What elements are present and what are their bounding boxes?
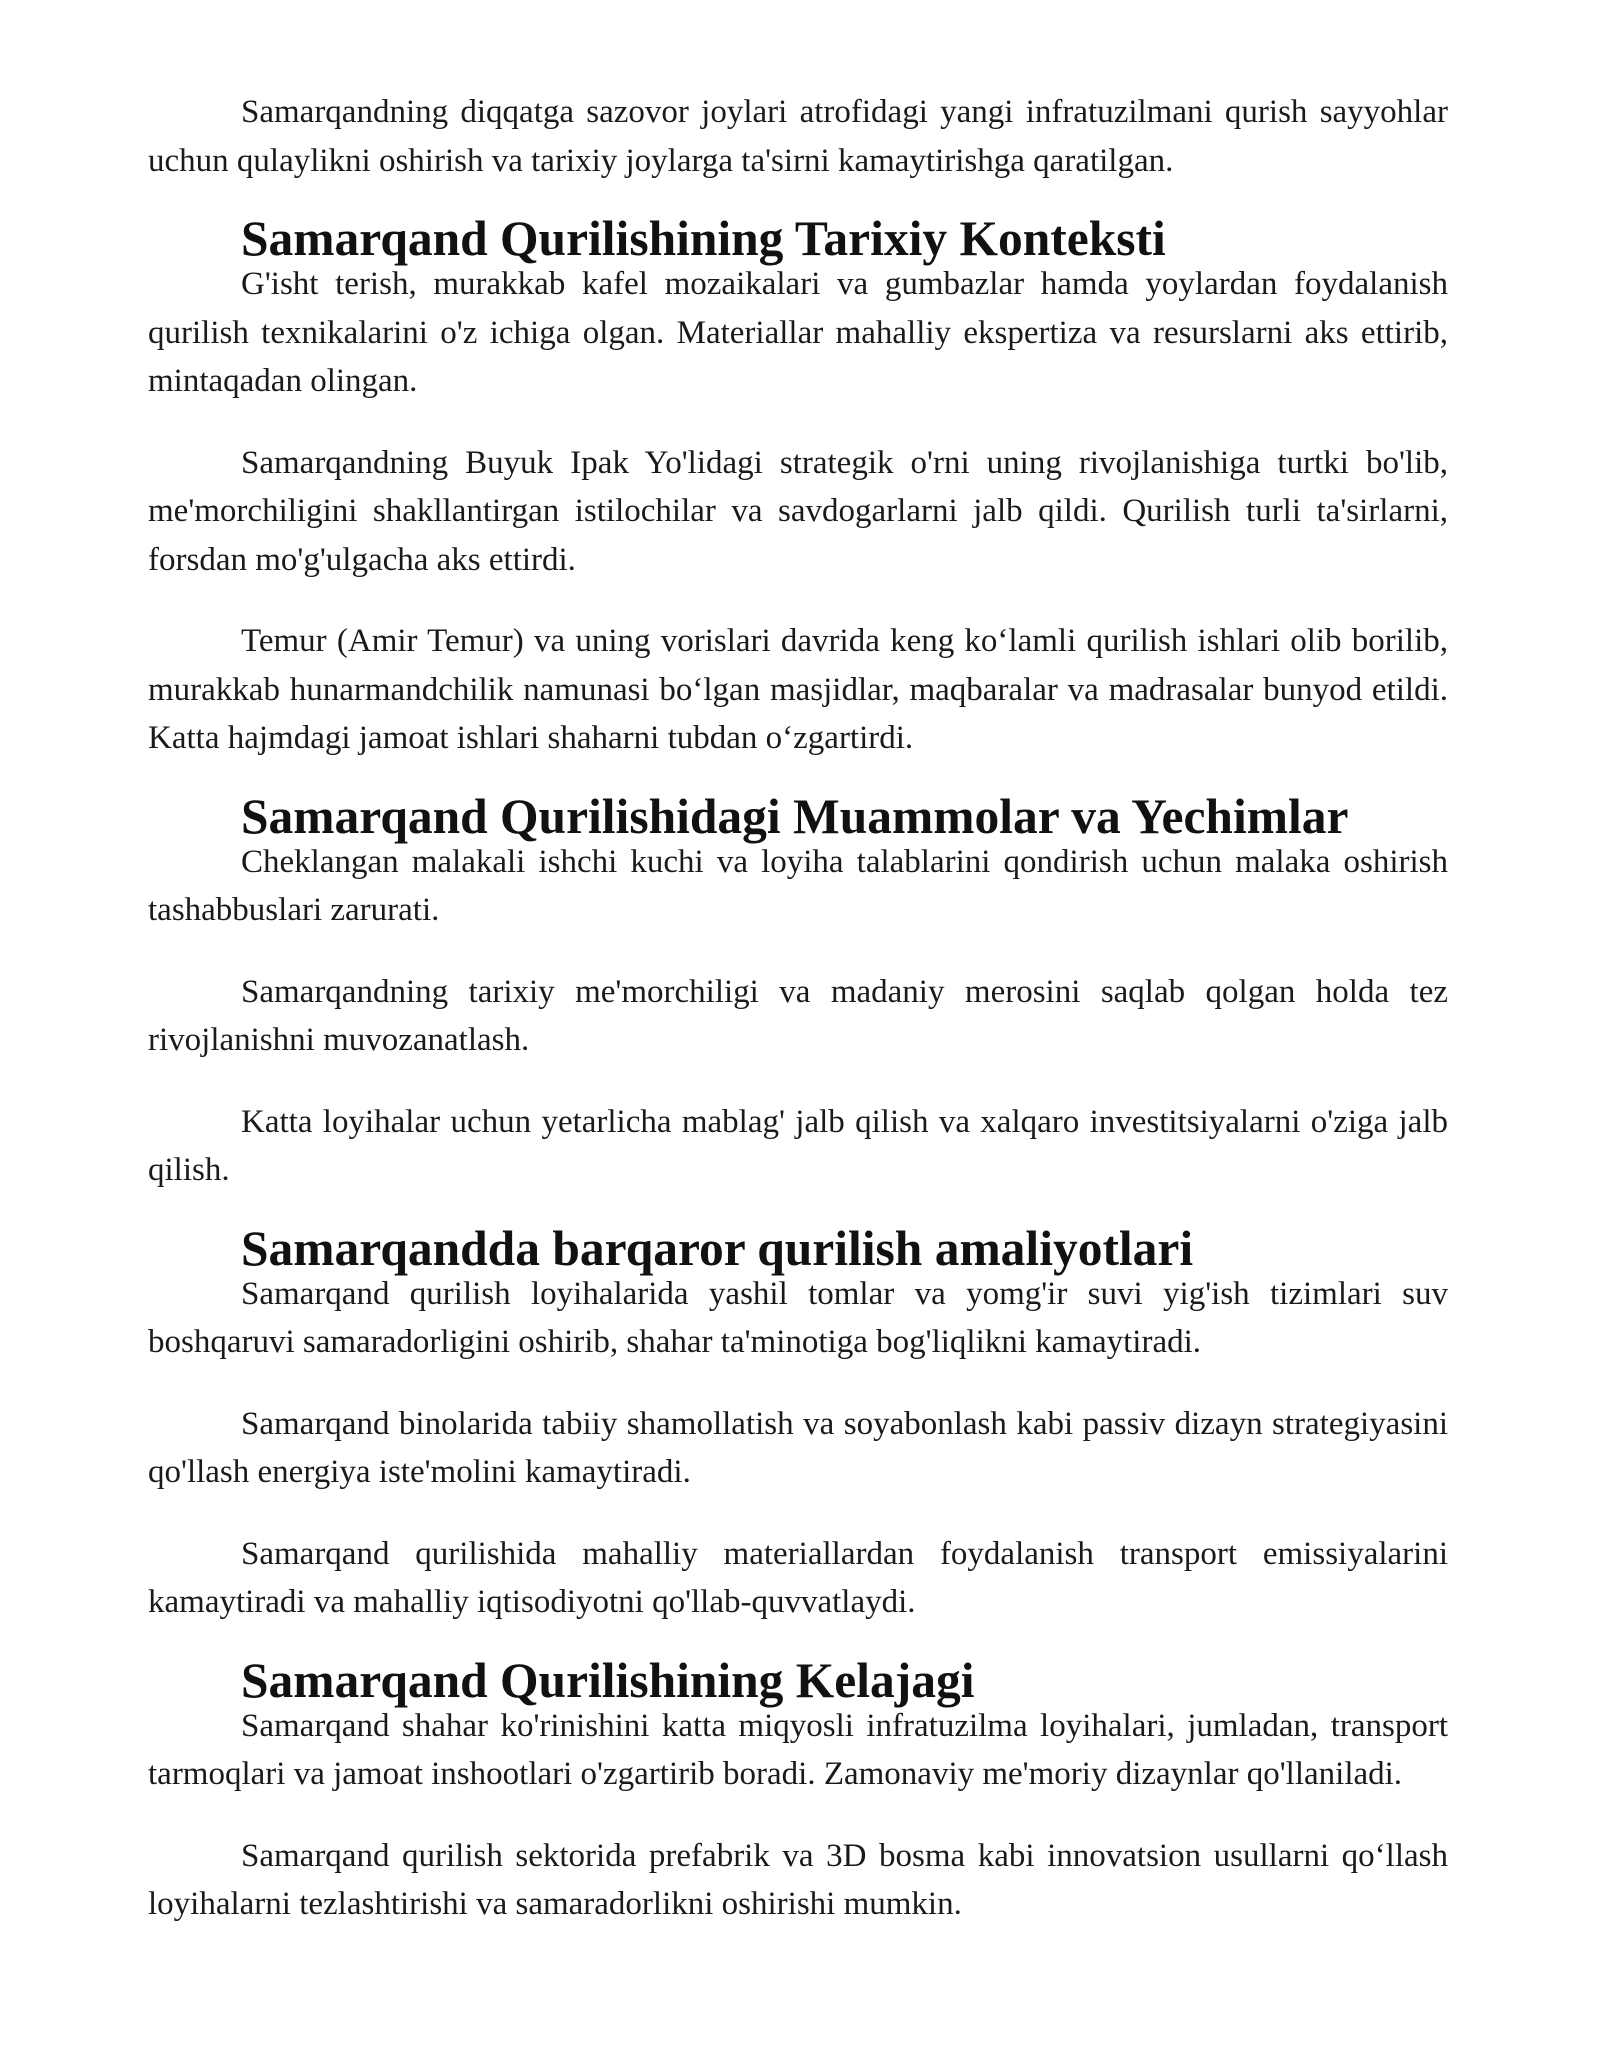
paragraph: G'isht terish, murakkab kafel mozaikalari va gumbazlar hamda yoylardan foydalanish qurilish texnikalarini o'z ichiga olgan. Materiallar mahalliy ekspertiza va resurslarni aks ettirib, mintaqadan olingan. [148,266,1448,399]
paragraph: Samarqand binolarida tabiiy shamollatish va soyabonlash kabi passiv dizayn strategiyasini qo'llash energiya iste'molini kamaytiradi. [148,1405,1448,1490]
paragraph: Samarqandning Buyuk Ipak Yo'lidagi strategik o'rni uning rivojlanishiga turtki bo'lib, me'morchiligini shakllantirgan istilochilar va savdogarlarni jalb qildi. Qurilish turli ta'sirlarni, forsdan mo'g'ulgacha aks ettirdi. [148,444,1448,578]
section-body [148,260,1448,763]
section-heading: Samarqand Qurilishidagi Muammolar va Yechimlar [241,788,1349,844]
paragraph: Cheklangan malakali ishchi kuchi va loyiha talablarini qondirish uchun malaka oshirish tashabbuslari zarurati. [148,843,1448,928]
section-future [148,1652,1448,1929]
section-heading: Samarqandda barqaror qurilish amaliyotlari [241,1220,1194,1276]
intro-paragraph: Samarqandning diqqatga sazovor joylari atrofidagi yangi infratuzilmani qurish sayyohlar uchun qulaylikni oshirish va tarixiy joylarga ta'sirni kamaytirishga qaratilgan. [148,94,1448,179]
section-sustainable-practices [148,1220,1448,1627]
paragraph: Samarqand shahar ko'rinishini katta miqyosli infratuzilma loyihalari, jumladan, transport tarmoqlari va jamoat inshootlari o'zgartirib boradi. Zamonaviy me'moriy dizaynlar qo'llaniladi. [148,1707,1448,1792]
section-heading: Samarqand Qurilishining Tarixiy Konteksti [241,211,1166,266]
paragraph: Katta loyihalar uchun yetarlicha mablag' jalb qilish va xalqaro investitsiyalarni o'ziga jalb qilish. [148,1103,1448,1188]
intro-section [148,88,1448,185]
section-body [148,1702,1448,1929]
section-heading: Samarqand Qurilishining Kelajagi [241,1652,975,1708]
paragraph: Temur (Amir Temur) va uning vorislari davrida keng koʻlamli qurilish ishlari olib borilib, murakkab hunarmandchilik namunasi boʻlgan masjidlar, maqbaralar va madrasalar bunyod etildi. Katta hajmdagi jamoat ishlari shaharni tubdan oʻzgartirdi. [148,623,1448,756]
section-body [148,838,1448,1195]
document-page [148,88,1448,1962]
paragraph: Samarqand qurilishida mahalliy materiallardan foydalanish transport emissiyalarini kamaytiradi va mahalliy iqtisodiyotni qo'llab-quvvatlaydi. [148,1535,1448,1620]
section-body [148,1270,1448,1627]
paragraph: Samarqand qurilish sektorida prefabrik va 3D bosma kabi innovatsion usullarni qoʻllash loyihalarni tezlashtirishi va samaradorlikni oshirishi mumkin. [148,1837,1448,1922]
section-problems-solutions [148,788,1448,1195]
paragraph: Samarqand qurilish loyihalarida yashil tomlar va yomg'ir suvi yig'ish tizimlari suv boshqaruvi samaradorligini oshirib, shahar ta'minotiga bog'liqlikni kamaytiradi. [148,1275,1448,1360]
paragraph: Samarqandning tarixiy me'morchiligi va madaniy merosini saqlab qolgan holda tez rivojlanishni muvozanatlash. [148,973,1448,1058]
section-historical-context [148,211,1448,763]
